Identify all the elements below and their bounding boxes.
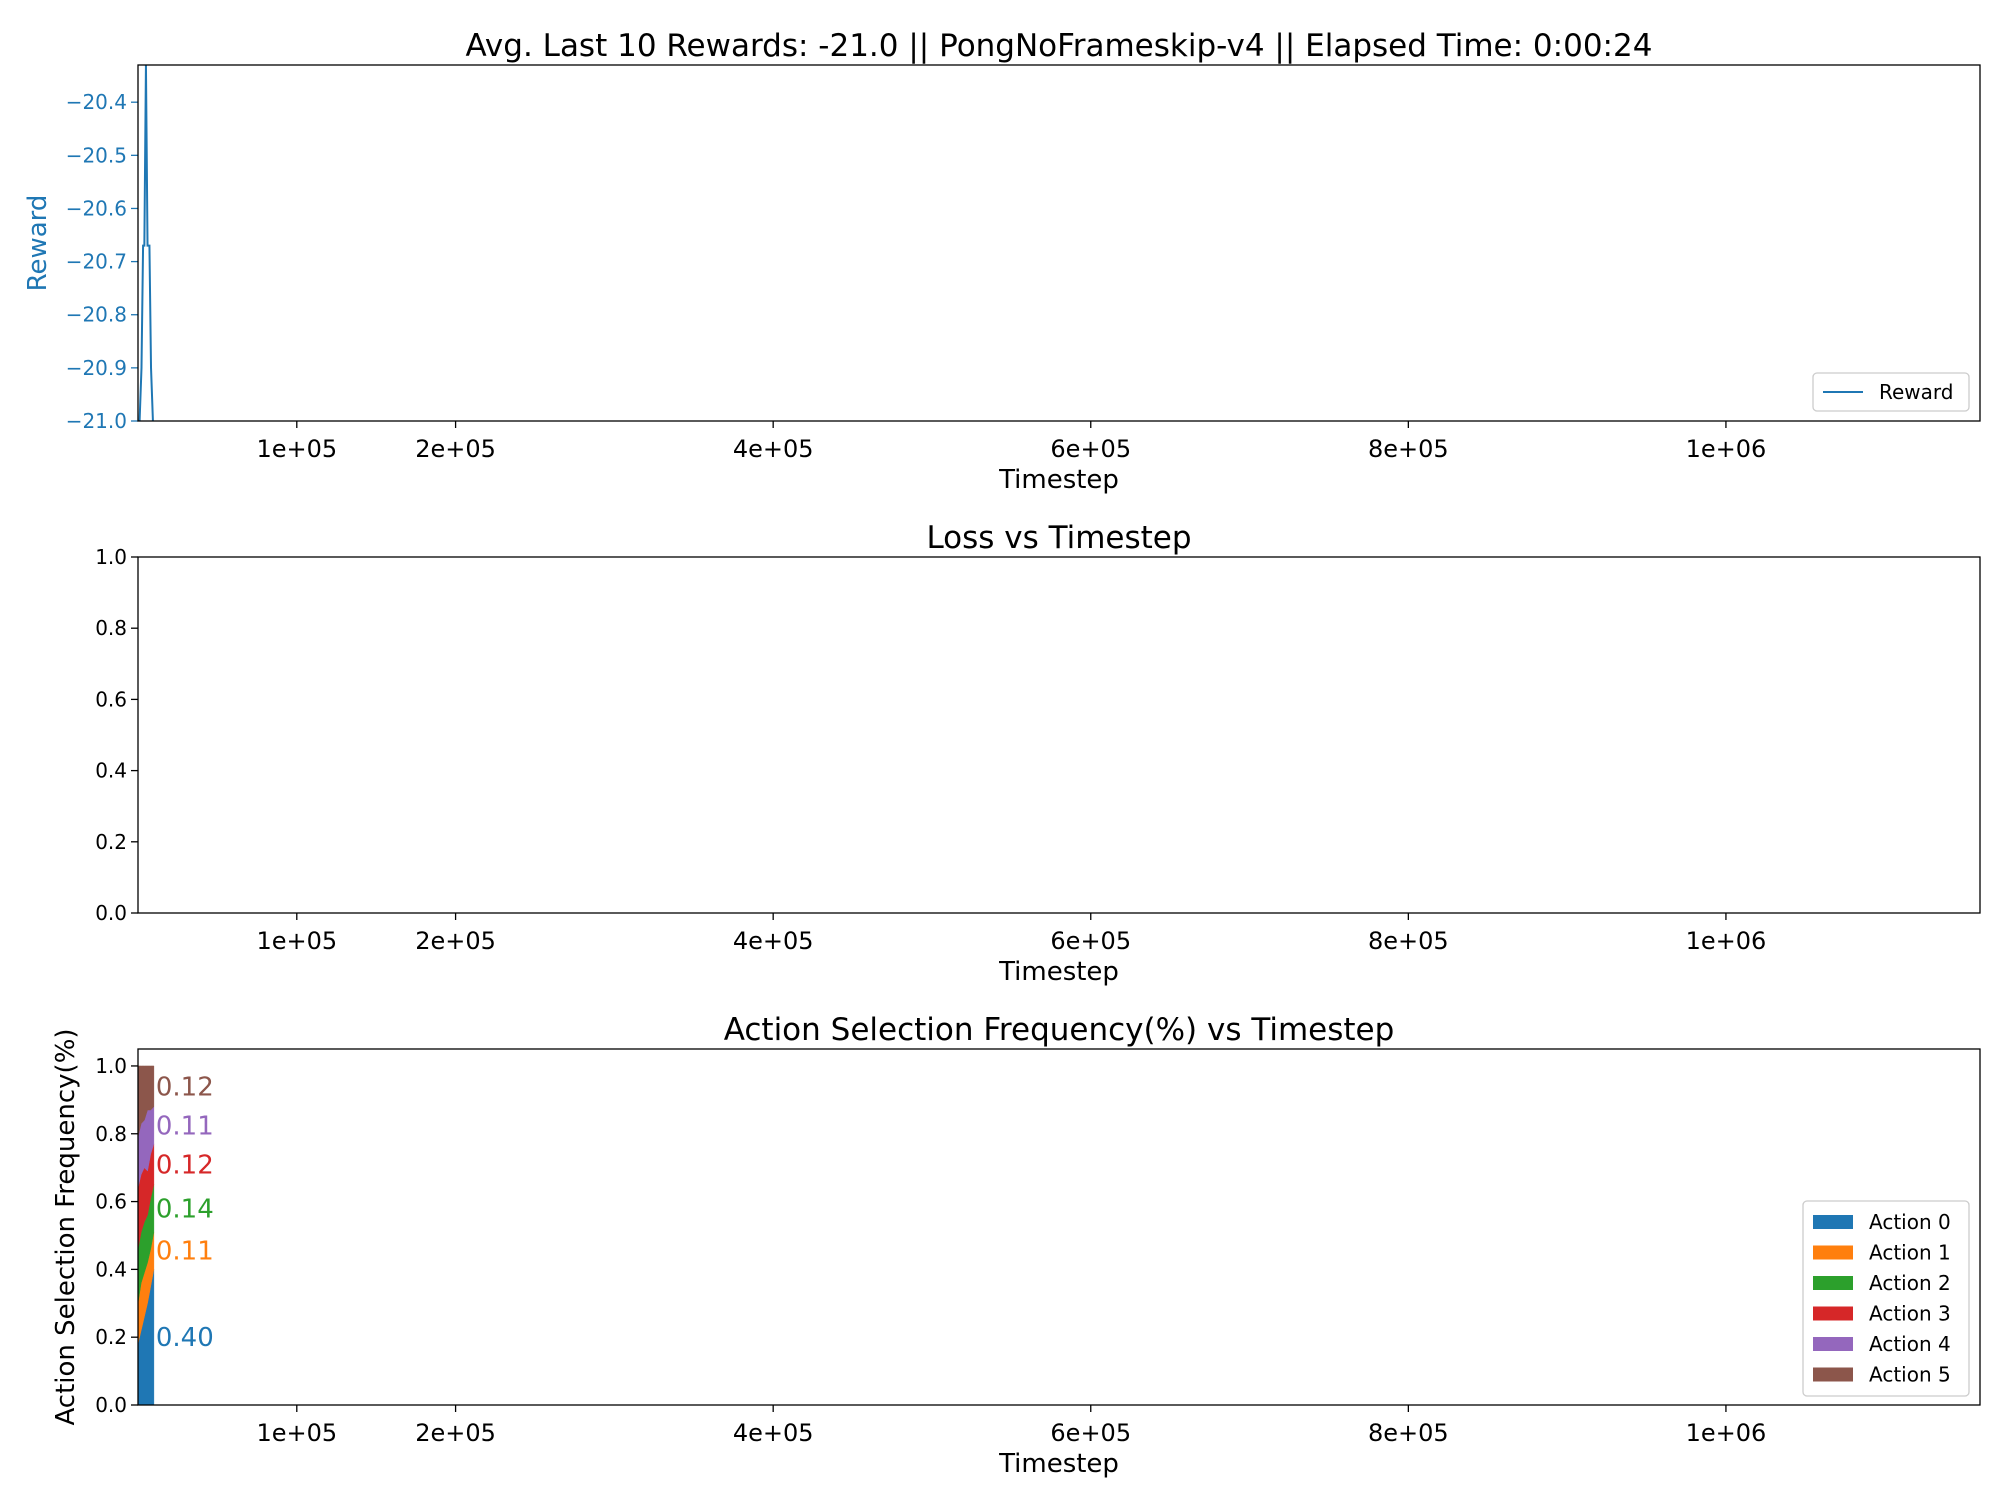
legend-swatch-action-3 [1813, 1307, 1853, 1321]
y-tick-label: 0.4 [95, 1257, 127, 1282]
y-tick-label: 0.8 [95, 1121, 127, 1146]
x-tick-label: 2e+05 [415, 1419, 496, 1447]
legend-label-action-5: Action 5 [1869, 1362, 1951, 1387]
panel-actions [51, 1012, 1980, 1479]
legend-swatch-action-2 [1813, 1276, 1853, 1290]
actions-title: Action Selection Frequency(%) vs Timestep [723, 1012, 1395, 1048]
x-tick-label: 6e+05 [1050, 1419, 1132, 1447]
x-tick-label: 1e+06 [1685, 927, 1767, 955]
plot-frame [138, 1049, 1980, 1405]
data-label-action-0: 0.40 [155, 1323, 214, 1354]
loss-x-axis-label: Timestep [999, 957, 1119, 987]
y-tick-label: −21.0 [65, 409, 127, 433]
legend-label-action-4: Action 4 [1869, 1332, 1951, 1356]
legend-label-reward: Reward [1879, 380, 1954, 404]
y-tick-label: −20.7 [65, 249, 127, 274]
plot-frame [138, 557, 1980, 913]
y-tick-label: 0.8 [95, 616, 127, 641]
x-tick-label: 1e+06 [1685, 435, 1767, 463]
panel-reward [23, 28, 1980, 495]
y-tick-label: 0.4 [95, 758, 127, 783]
reward-legend [1813, 373, 1969, 411]
x-tick-label: 8e+05 [1368, 927, 1449, 955]
legend-label-action-0: Action 0 [1869, 1210, 1951, 1234]
loss-title: Loss vs Timestep [926, 520, 1192, 556]
legend-swatch-action-0 [1813, 1215, 1853, 1229]
x-tick-label: 8e+05 [1368, 1419, 1449, 1447]
data-label-action-4: 0.11 [155, 1111, 214, 1142]
x-tick-label: 4e+05 [732, 927, 814, 955]
x-tick-label: 4e+05 [732, 435, 814, 463]
plot-frame [138, 65, 1980, 421]
actions-legend [1803, 1201, 1969, 1396]
actions-x-axis-label: Timestep [999, 1449, 1119, 1479]
y-tick-label: −20.4 [65, 90, 127, 115]
reward-series-line [140, 65, 153, 421]
x-tick-label: 8e+05 [1368, 435, 1449, 463]
reward-title: Avg. Last 10 Rewards: -21.0 || PongNoFrameskip-v4 || Elapsed Time: 0:00:24 [465, 28, 1653, 64]
y-tick-label: 0.0 [95, 1393, 127, 1417]
x-tick-label: 1e+05 [256, 927, 338, 955]
legend-swatch-action-4 [1813, 1337, 1853, 1351]
x-tick-label: 2e+05 [415, 927, 496, 955]
reward-x-axis-label: Timestep [999, 465, 1119, 495]
x-tick-label: 1e+05 [256, 435, 338, 463]
y-tick-label: 0.6 [95, 1189, 127, 1214]
data-label-action-3: 0.12 [155, 1150, 214, 1181]
legend-label-action-2: Action 2 [1869, 1271, 1951, 1295]
legend-label-action-1: Action 1 [1869, 1240, 1951, 1265]
data-label-action-1: 0.11 [155, 1236, 214, 1267]
data-label-action-5: 0.12 [155, 1072, 214, 1103]
x-tick-label: 6e+05 [1050, 927, 1132, 955]
y-tick-label: 1.0 [95, 1053, 127, 1078]
y-tick-label: 0.2 [95, 1325, 127, 1350]
legend-swatch-action-1 [1813, 1246, 1853, 1260]
y-tick-label: −20.9 [65, 355, 127, 380]
data-label-action-2: 0.14 [155, 1194, 214, 1225]
y-tick-label: 0.6 [95, 687, 127, 712]
panel-loss [95, 520, 1980, 987]
y-tick-label: −20.6 [65, 196, 127, 221]
y-tick-label: 0.2 [95, 829, 127, 854]
legend-label-action-3: Action 3 [1869, 1301, 1951, 1326]
x-tick-label: 6e+05 [1050, 435, 1132, 463]
x-tick-label: 2e+05 [415, 435, 496, 463]
x-tick-label: 1e+05 [256, 1419, 338, 1447]
y-tick-label: 0.0 [95, 901, 127, 925]
x-tick-label: 4e+05 [732, 1419, 814, 1447]
y-tick-label: 1.0 [95, 545, 127, 569]
legend-swatch-action-5 [1813, 1368, 1853, 1382]
y-tick-label: −20.5 [65, 143, 127, 168]
y-tick-label: −20.8 [65, 302, 127, 327]
x-tick-label: 1e+06 [1685, 1419, 1767, 1447]
reward-y-axis-label: Reward [23, 194, 53, 292]
actions-y-axis-label: Action Selection Frequency(%) [51, 1028, 81, 1426]
